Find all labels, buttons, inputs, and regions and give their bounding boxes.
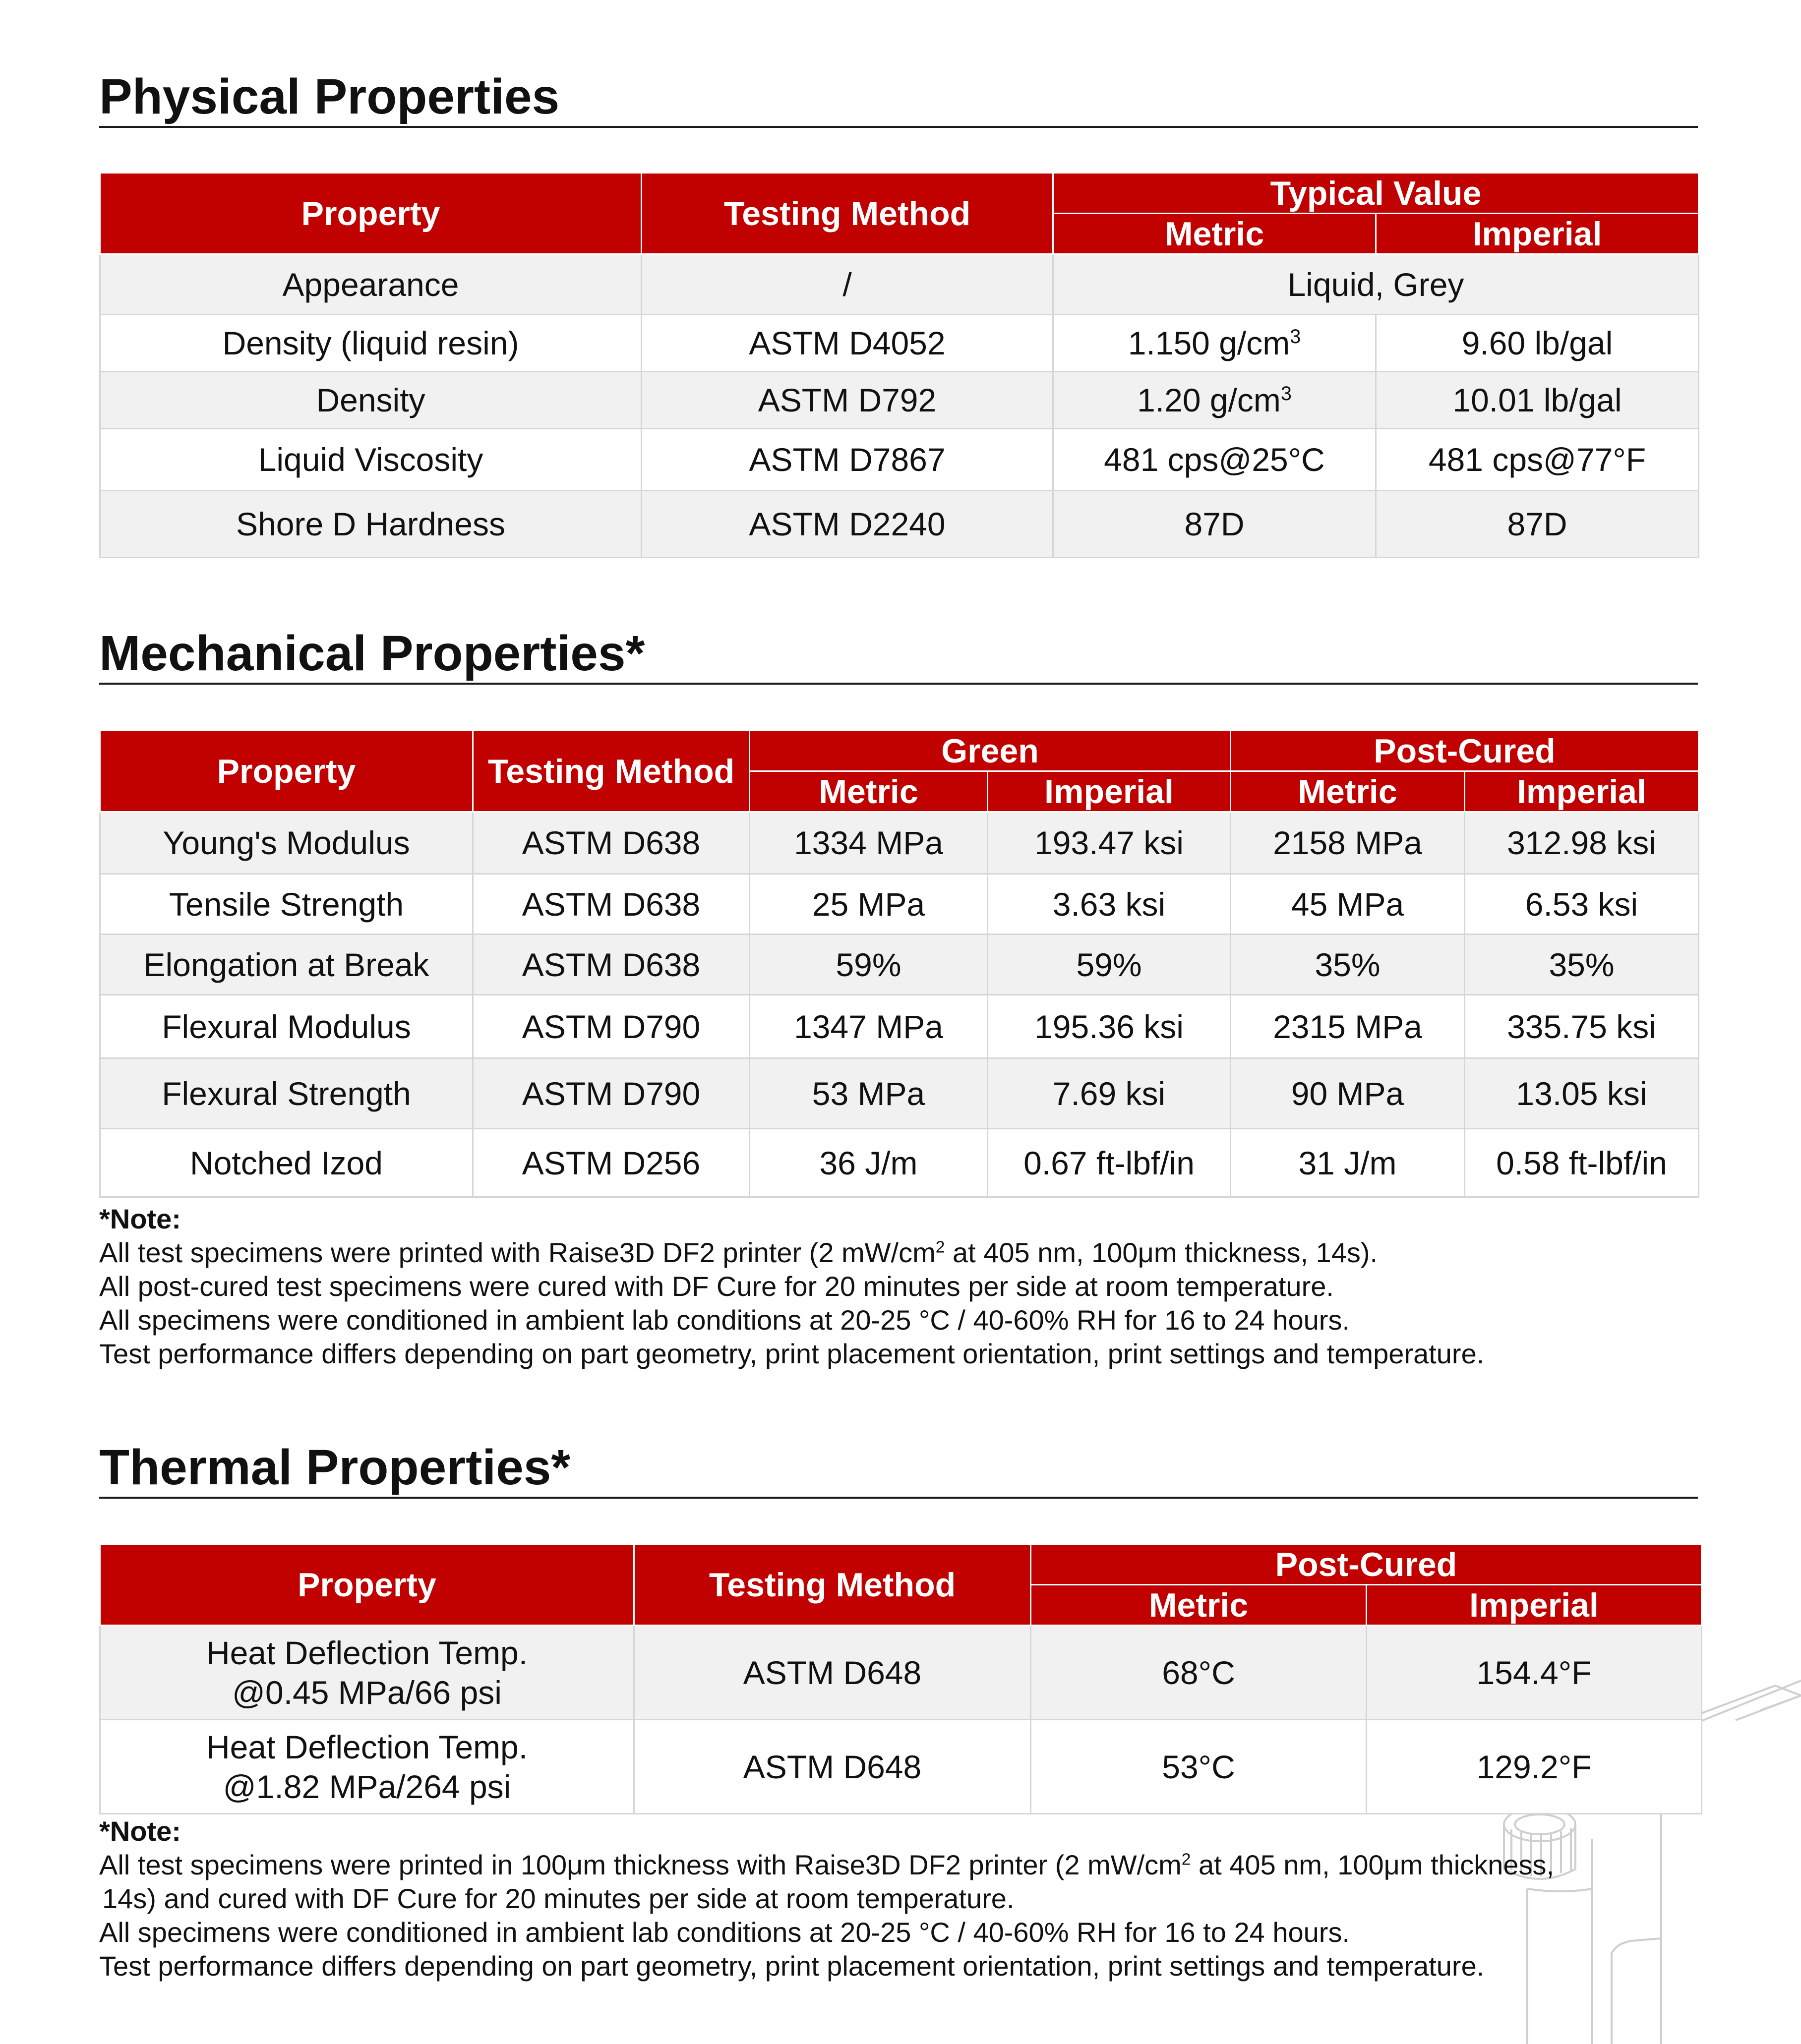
table-row: [100, 812, 1699, 874]
superscript: 2: [935, 1238, 945, 1257]
table-row: [100, 491, 1699, 558]
cell-property: Density: [100, 372, 642, 429]
cell-metric: [1053, 372, 1376, 429]
cell-property: [100, 1720, 634, 1814]
header-post-imperial: Imperial: [1465, 771, 1699, 812]
cell-green-metric: 36 J/m: [750, 1129, 988, 1197]
cell-post-imperial: 335.75 ksi: [1465, 995, 1699, 1058]
property-line: Heat Deflection Temp.: [206, 1634, 528, 1671]
thermal-properties-table: [99, 1543, 1702, 1814]
table-row: [100, 315, 1699, 372]
property-line: @1.82 MPa/264 psi: [223, 1768, 511, 1805]
cell-metric-value: 1.150 g/cm: [1128, 325, 1290, 361]
cell-imperial: 87D: [1376, 491, 1699, 558]
cell-metric: 87D: [1053, 491, 1376, 558]
header-typical-value: Typical Value: [1053, 173, 1699, 214]
cell-method: ASTM D790: [473, 995, 750, 1058]
cell-method: ASTM D4052: [642, 315, 1053, 372]
cell-metric-value: 1.20 g/cm: [1137, 382, 1281, 418]
cell-imperial: 10.01 lb/gal: [1376, 372, 1699, 429]
cell-metric: 481 cps@25°C: [1053, 429, 1376, 491]
cell-method: ASTM D648: [634, 1720, 1031, 1814]
note-line: All post-cured test specimens were cured with DF Cure for 20 minutes per side at room temperature.: [99, 1271, 1334, 1302]
mechanical-properties-title: Mechanical Properties*: [99, 626, 1698, 685]
header-property: Property: [100, 173, 642, 254]
header-green-imperial: Imperial: [988, 771, 1231, 812]
cell-property: Flexural Modulus: [100, 995, 473, 1058]
cell-property: Tensile Strength: [100, 874, 473, 934]
cell-green-imperial: 193.47 ksi: [988, 812, 1231, 874]
header-imperial: Imperial: [1376, 214, 1699, 254]
cell-green-metric: 1347 MPa: [750, 995, 988, 1058]
header-post-cured: Post-Cured: [1231, 731, 1699, 771]
header-testing-method: Testing Method: [642, 173, 1053, 254]
cell-post-metric: 90 MPa: [1231, 1058, 1465, 1129]
table-row: [100, 934, 1699, 995]
cell-post-imperial: 35%: [1465, 934, 1699, 995]
cell-method: ASTM D790: [473, 1058, 750, 1129]
table-row: [100, 874, 1699, 934]
cell-post-metric: 35%: [1231, 934, 1465, 995]
thermal-properties-title: Thermal Properties*: [99, 1440, 1698, 1499]
cell-green-imperial: 0.67 ft-lbf/in: [988, 1129, 1231, 1197]
header-testing-method: Testing Method: [473, 731, 750, 812]
cell-green-metric: 59%: [750, 934, 988, 995]
header-post-cured: Post-Cured: [1031, 1544, 1702, 1585]
cell-post-imperial: 13.05 ksi: [1465, 1058, 1699, 1129]
note-text: at 405 nm, 100μm thickness,: [1191, 1849, 1555, 1880]
cell-post-metric: 45 MPa: [1231, 874, 1465, 934]
cell-post-metric: 31 J/m: [1231, 1129, 1465, 1197]
note-text: All test specimens were printed in 100μm thickness with Raise3D DF2 printer (2 mW/cm: [99, 1849, 1182, 1880]
cell-method: ASTM D792: [642, 372, 1053, 429]
superscript: 2: [1181, 1850, 1191, 1869]
cell-green-imperial: 7.69 ksi: [988, 1058, 1231, 1129]
header-imperial: Imperial: [1367, 1585, 1702, 1626]
note-line: [99, 1236, 1686, 1270]
note-line: 14s) and cured with DF Cure for 20 minutes per side at room temperature.: [102, 1883, 1015, 1914]
table-row: [100, 1626, 1702, 1720]
cell-property: [100, 1626, 634, 1720]
cell-method: ASTM D638: [473, 874, 750, 934]
physical-properties-title: Physical Properties: [99, 69, 1698, 128]
cell-green-imperial: 195.36 ksi: [988, 995, 1231, 1058]
note-text: at 405 nm, 100μm thickness, 14s).: [945, 1237, 1378, 1268]
cell-property: Appearance: [100, 254, 642, 315]
header-metric: Metric: [1053, 214, 1376, 254]
note-line: All specimens were conditioned in ambient lab conditions at 20-25 °C / 40-60% RH for 16 to 24 hours.: [99, 1917, 1350, 1948]
table-header-row: [100, 173, 1699, 214]
note-text: All test specimens were printed with Raise3D DF2 printer (2 mW/cm: [99, 1237, 936, 1268]
cell-post-imperial: 6.53 ksi: [1465, 874, 1699, 934]
table-header-row: [100, 1544, 1702, 1585]
superscript: 3: [1280, 383, 1292, 405]
table-row: [100, 1720, 1702, 1814]
mechanical-properties-table: [99, 730, 1699, 1198]
cell-metric: 53°C: [1031, 1720, 1367, 1814]
cell-property: Notched Izod: [100, 1129, 473, 1197]
cell-imperial: 129.2°F: [1367, 1720, 1702, 1814]
mechanical-note: [99, 1202, 1686, 1371]
cell-property: Elongation at Break: [100, 934, 473, 995]
thermal-note: [99, 1814, 1686, 1983]
cell-property: Liquid Viscosity: [100, 429, 642, 491]
header-green: Green: [750, 731, 1231, 771]
cell-post-metric: 2315 MPa: [1231, 995, 1465, 1058]
cell-post-imperial: 0.58 ft-lbf/in: [1465, 1129, 1699, 1197]
note-line: Test performance differs depending on part geometry, print placement orientation, print settings and temperature.: [99, 1338, 1485, 1369]
cell-green-imperial: 3.63 ksi: [988, 874, 1231, 934]
cell-method: ASTM D638: [473, 812, 750, 874]
cell-property: Flexural Strength: [100, 1058, 473, 1129]
property-line: Heat Deflection Temp.: [206, 1728, 528, 1765]
cell-green-imperial: 59%: [988, 934, 1231, 995]
cell-method: ASTM D638: [473, 934, 750, 995]
note-heading: *Note:: [99, 1815, 181, 1847]
table-row: [100, 1058, 1699, 1129]
cell-property: Density (liquid resin): [100, 315, 642, 372]
table-row: [100, 995, 1699, 1058]
cell-property: Shore D Hardness: [100, 491, 642, 558]
header-green-metric: Metric: [750, 771, 988, 812]
note-line: [99, 1848, 1686, 1882]
note-heading: *Note:: [99, 1203, 181, 1234]
cell-method: ASTM D7867: [642, 429, 1053, 491]
cell-metric: 68°C: [1031, 1626, 1367, 1720]
note-line: All specimens were conditioned in ambient lab conditions at 20-25 °C / 40-60% RH for 16 to 24 hours.: [99, 1304, 1350, 1336]
table-row: [100, 1129, 1699, 1197]
cell-value: Liquid, Grey: [1053, 254, 1699, 315]
cell-green-metric: 1334 MPa: [750, 812, 988, 874]
table-row: [100, 254, 1699, 315]
cell-method: /: [642, 254, 1053, 315]
header-testing-method: Testing Method: [634, 1544, 1031, 1626]
header-metric: Metric: [1031, 1585, 1367, 1626]
cell-method: ASTM D648: [634, 1626, 1031, 1720]
cell-green-metric: 25 MPa: [750, 874, 988, 934]
cell-property: Young's Modulus: [100, 812, 473, 874]
physical-properties-table: [99, 172, 1699, 558]
superscript: 3: [1290, 326, 1301, 348]
cell-green-metric: 53 MPa: [750, 1058, 988, 1129]
cell-post-metric: 2158 MPa: [1231, 812, 1465, 874]
header-property: Property: [100, 731, 473, 812]
header-post-metric: Metric: [1231, 771, 1465, 812]
cell-imperial: 154.4°F: [1367, 1626, 1702, 1720]
table-header-row: [100, 731, 1699, 771]
cell-imperial: 9.60 lb/gal: [1376, 315, 1699, 372]
cell-post-imperial: 312.98 ksi: [1465, 812, 1699, 874]
cell-method: ASTM D256: [473, 1129, 750, 1197]
cell-metric: [1053, 315, 1376, 372]
cell-imperial: 481 cps@77°F: [1376, 429, 1699, 491]
note-line: Test performance differs depending on part geometry, print placement orientation, print settings and temperature.: [99, 1950, 1485, 1982]
header-property: Property: [100, 1544, 634, 1626]
property-line: @0.45 MPa/66 psi: [232, 1674, 502, 1711]
table-row: [100, 429, 1699, 491]
cell-method: ASTM D2240: [642, 491, 1053, 558]
table-row: [100, 372, 1699, 429]
